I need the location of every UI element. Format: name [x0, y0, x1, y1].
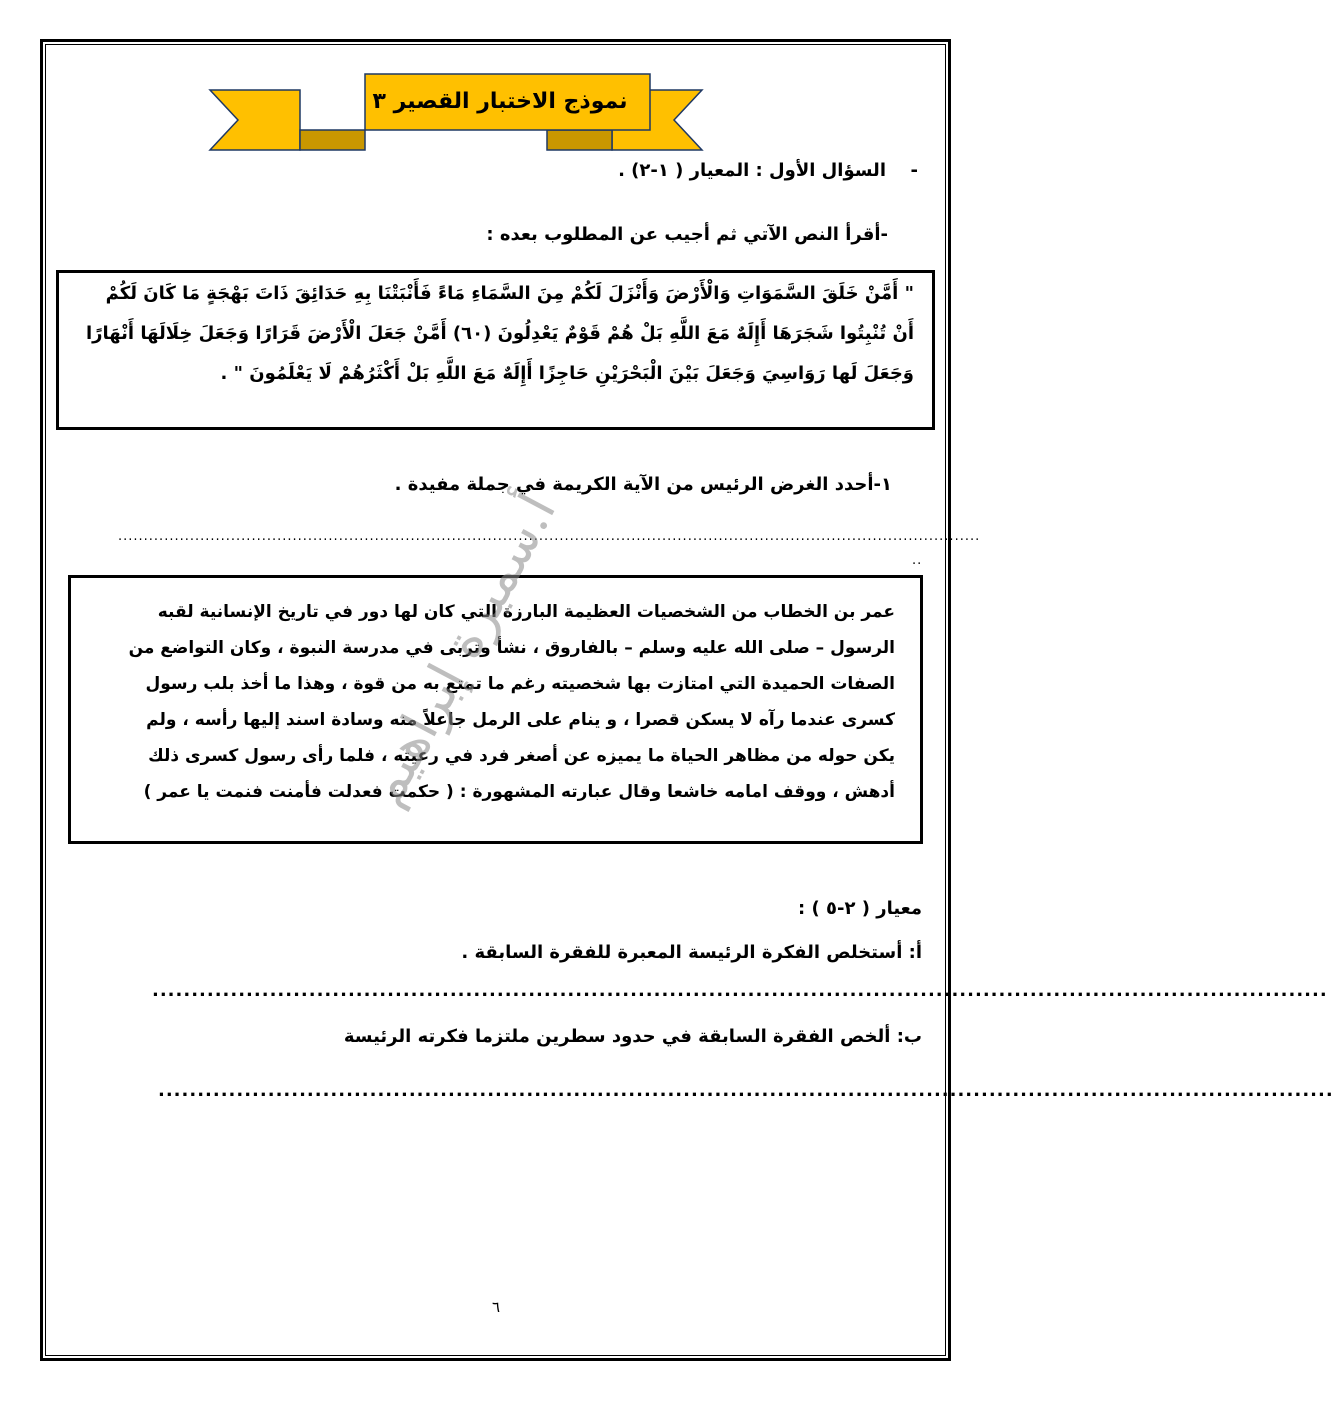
answer-line-1-tail: .. — [912, 553, 923, 568]
standard2-item-b: ب: ألخص الفقرة السابقة في حدود سطرين ملتزما فكرته الرئيسة — [343, 1026, 922, 1047]
question1-heading: السؤال الأول : المعيار ( ١-٢) . — [618, 160, 886, 181]
standard2-item-a: أ: أستخلص الفكرة الرئيسة المعبرة للفقرة السابقة . — [461, 942, 922, 963]
standard2-heading: معيار ( ٢-٥ ) : — [798, 898, 922, 919]
passage-line-3: الصفات الحميدة التي امتازت بها شخصيته رغم ما تمتع به من قوة ، وهذا ما أخذ بلب رسول — [145, 674, 895, 694]
answer-line-3: ...................................................................................................................................................... — [158, 1080, 1334, 1101]
question1-instruction: -أقرأ النص الآتي ثم أجيب عن المطلوب بعده : — [486, 224, 888, 245]
answer-line-2: ...................................................................................................................................................... — [152, 980, 1328, 1001]
author-watermark: أ.سميرة إبراهيم — [354, 484, 569, 816]
verse-line-2: أَنْ تُنْبِتُوا شَجَرَهَا أَإِلَهٌ مَعَ اللَّهِ بَلْ هُمْ قَوْمٌ يَعْدِلُونَ (٦٠) أَمَّنْ جَعَلَ الْأَرْضَ قَرَارًا وَجَعَلَ خِلَالَهَا أَنْهَارًا — [85, 323, 914, 344]
passage-line-6: أدهش ، ووقف امامه خاشعا وقال عبارته المشهورة : ( حكمت فعدلت فأمنت فنمت يا عمر ) — [143, 782, 895, 802]
item1-question: ١-أحدد الغرض الرئيس من الآية الكريمة في جملة مفيدة . — [394, 474, 892, 495]
passage-line-4: كسرى عندما رآه لا يسكن قصرا ، و ينام على الرمل جاعلاً منه وسادة اسند إليها رأسه ، ولم — [146, 710, 895, 730]
banner-title: نموذج الاختبار القصير ٣ — [372, 88, 628, 114]
question-bullet: - — [910, 160, 918, 181]
verse-line-3: وَجَعَلَ لَها رَوَاسِيَ وَجَعَلَ بَيْنَ الْبَحْرَيْنِ حَاجِزًا أَإِلَهٌ مَعَ اللَّهِ بَلْ أَكْثَرُهُمْ لَا يَعْلَمُونَ " . — [220, 363, 914, 384]
passage-line-2: الرسول – صلى الله عليه وسلم – بالفاروق ، نشأ وتربى في مدرسة النبوة ، وكان التواضع من — [128, 638, 895, 658]
quran-verse-box — [56, 270, 935, 430]
answer-line-1: ........................................................................................................................................................................ — [118, 529, 981, 544]
passage-line-5: يكن حوله من مظاهر الحياة ما يميزه عن أصغر فرد في رعيته ، فلما رأى رسول كسرى ذلك — [148, 746, 895, 766]
passage-line-1: عمر بن الخطاب من الشخصيات العظيمة البارزة التي كان لها دور في تاريخ الإنسانية لقبه — [157, 602, 895, 622]
verse-line-1: " أَمَّنْ خَلَقَ السَّمَوَاتِ وَالْأَرْضَ وَأَنْزَلَ لَكُمْ مِنَ السَّمَاءِ مَاءً فَأَنْبَتْنَا بِهِ حَدَائِقَ ذَاتَ بَهْجَةٍ مَا كَانَ لَكُمْ — [105, 283, 914, 304]
page-number: ٦ — [491, 1298, 501, 1316]
